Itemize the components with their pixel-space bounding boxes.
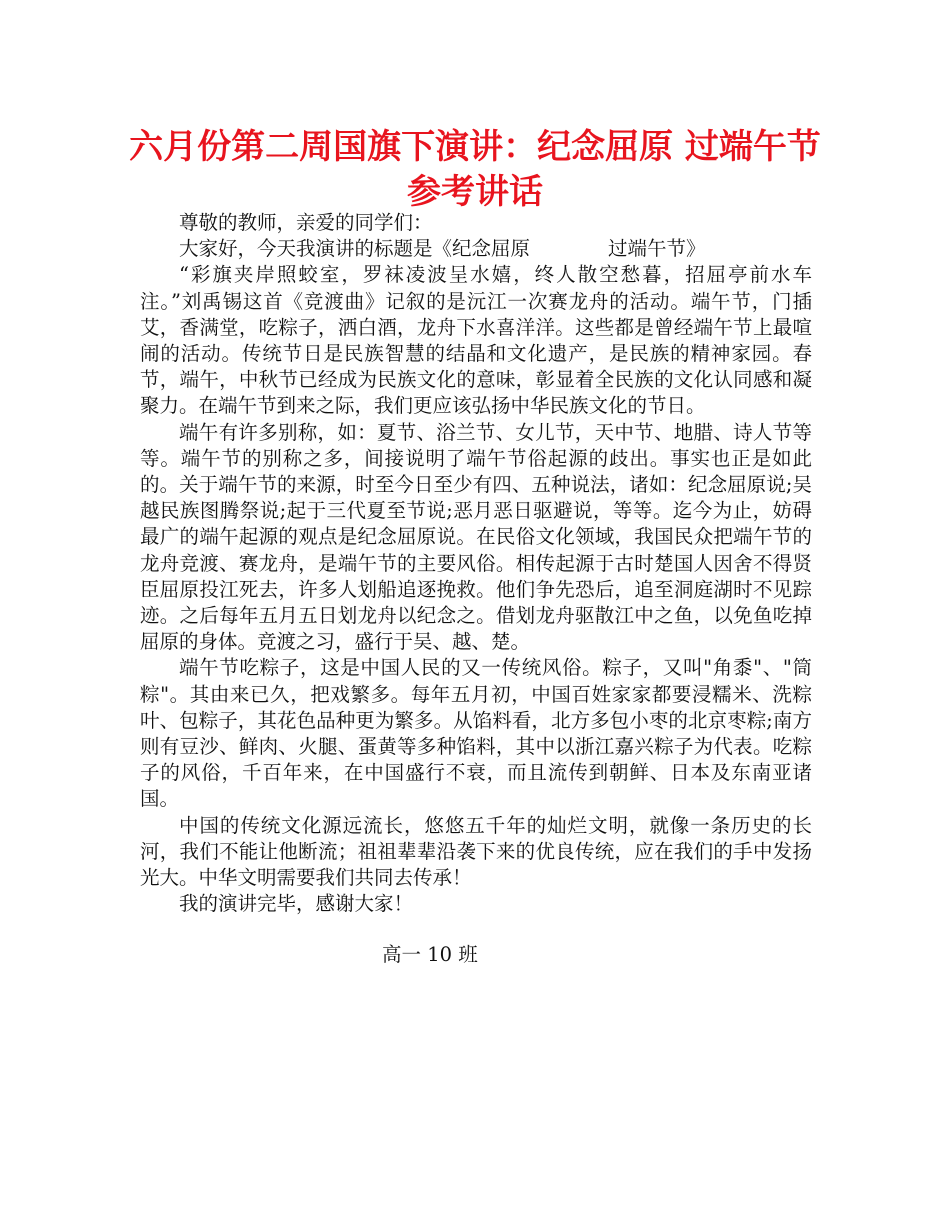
paragraph-zongzi: 端午节吃粽子，这是中国人民的又一传统风俗。粽子，又叫"角黍"、"筒粽"。其由来已久，把戏繁多。每年五月初，中国百姓家家都要浸糯米、洗粽叶、包粽子，其花色品种更为繁多。从馅料看，北方多包小枣的北京枣粽;南方则有豆沙、鲜肉、火腿、蛋黄等多种馅料，其中以浙江嘉兴粽子为代表。吃粽子的风俗，千百年来，在中国盛行不衰，而且流传到朝鲜、日本及东南亚诸国。 — [140, 656, 812, 811]
closing-line: 我的演讲完毕，感谢大家！ — [179, 892, 414, 916]
document-title: 六月份第二周国旗下演讲：纪念屈原 过端午节参考讲话 — [129, 127, 821, 212]
paragraph-poem: “彩旗夹岸照蛟室，罗袜凌波呈水嬉，终人散空愁暮，招屈亭前水车注。”刘禹锡这首《竞渡曲》记叙的是沅江一次赛龙舟的活动。端午节，门插艾，香满堂，吃粽子，洒白酒，龙舟下水喜洋洋。这些都是曾经端午节上最喧闹的活动。传统节日是民族智慧的结晶和文化遗产，是民族的精神家园。春节，端午，中秋节已经成为民族文化的意味，彰显着全民族的文化认同感和凝聚力。在端午节到来之际，我们更应该弘扬中华民族文化的节日。 — [140, 263, 812, 418]
salutation: 尊敬的教师，亲爱的同学们： — [179, 211, 433, 234]
speech-body — [140, 210, 812, 917]
signature-block — [140, 942, 812, 968]
paragraph-origins: 端午有许多别称，如：夏节、浴兰节、女儿节，天中节、地腊、诗人节等等。端午节的别称之多，间接说明了端午节俗起源的歧出。事实也正是如此的。关于端午节的来源，时至今日至少有四、五种说法，诸如：纪念屈原说;吴越民族图腾祭说;起于三代夏至节说;恶月恶日驱避说，等等。迄今为止，妨碍最广的端午起源的观点是纪念屈原说。在民俗文化领域，我国民众把端午节的龙舟竞渡、赛龙舟，是端午节的主要风俗。相传起源于古时楚国人因舍不得贤臣屈原投江死去，许多人划船追逐挽救。他们争先恐后，追至洞庭湖时不见踪迹。之后每年五月五日划龙舟以纪念之。借划龙舟驱散江中之鱼，以免鱼吃掉屈原的身体。竞渡之习，盛行于吴、越、楚。 — [140, 420, 812, 654]
class-signature: 高一 10 班 — [382, 943, 478, 966]
paragraph-culture: 中国的传统文化源远流长，悠悠五千年的灿烂文明，就像一条历史的长河，我们不能让他断流；祖祖辈辈沿袭下来的优良传统，应在我们的手中发扬光大。中华文明需要我们共同去传承！ — [140, 813, 812, 890]
speech-intro: 大家好，今天我演讲的标题是《纪念屈原 过端午节》 — [179, 237, 706, 261]
